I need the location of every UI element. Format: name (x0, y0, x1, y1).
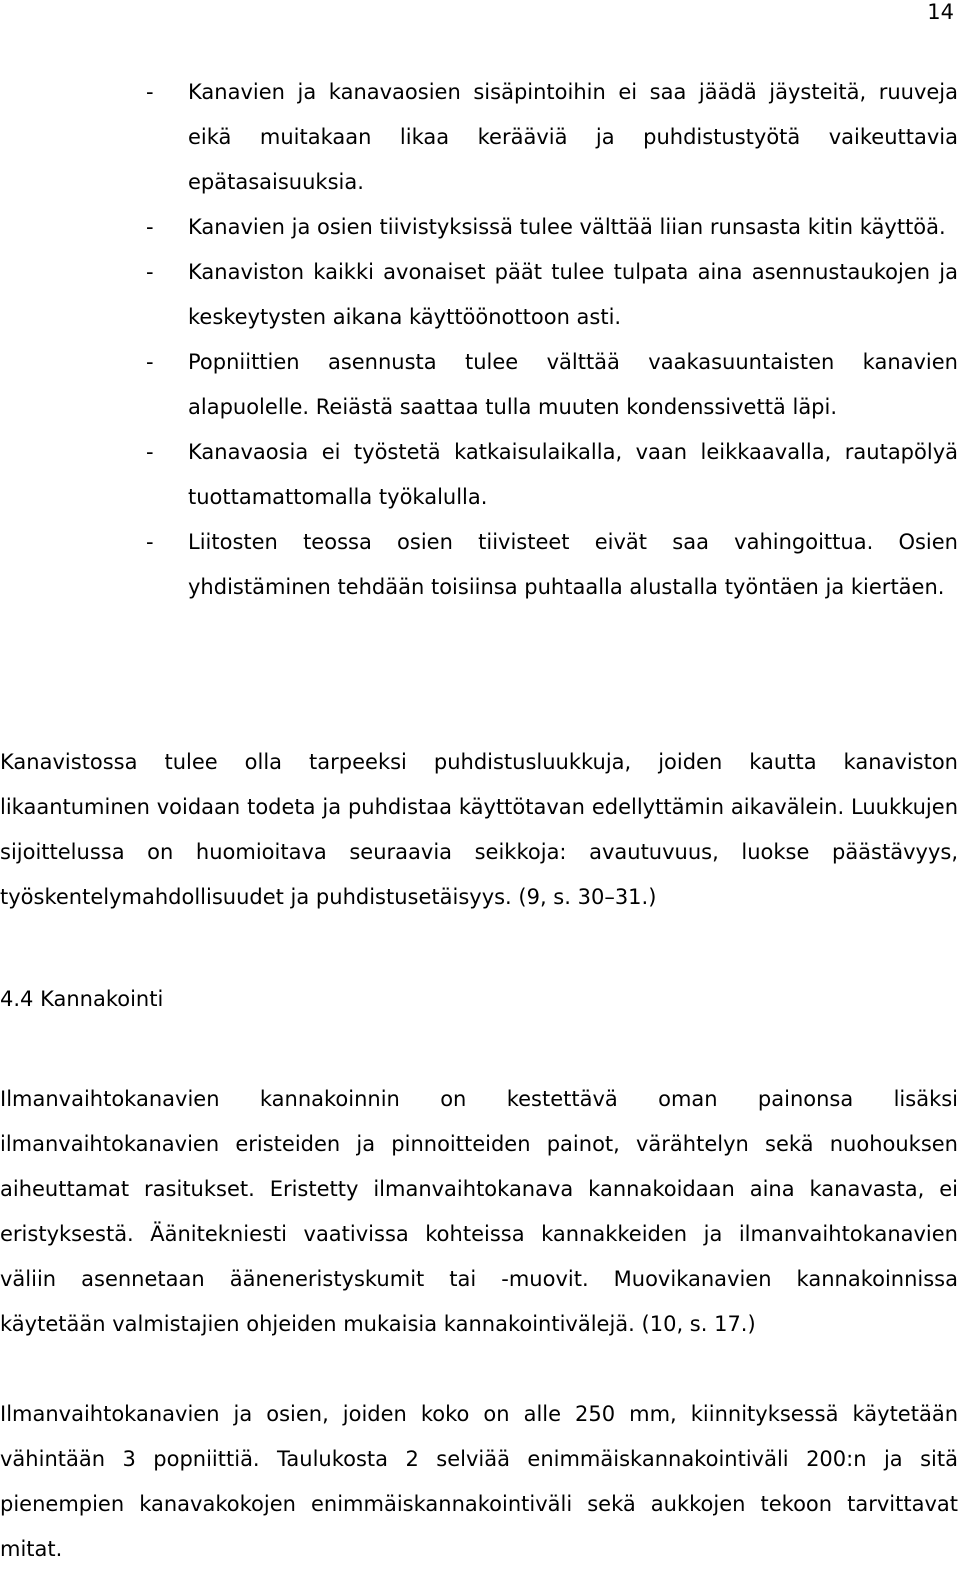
bullet-marker: - (146, 350, 154, 374)
list-item (0, 340, 958, 430)
list-item (0, 250, 958, 340)
bullet-text: Liitosten teossa osien tiivisteet eivät saa vahingoittua. Osien yhdistäminen tehdään toisiinsa puhtaalla alustalla työntäen ja kiertäen. (188, 530, 958, 599)
bullet-text: Kanavien ja osien tiivistyksissä tulee välttää liian runsasta kitin käyttöä. (188, 215, 946, 239)
bullet-marker: - (146, 530, 154, 554)
bullet-text: Kanaviston kaikki avonaiset päät tulee tulpata aina asennustaukojen ja keskeytysten aikana käyttöönottoon asti. (188, 260, 958, 329)
body-paragraph: Ilmanvaihtokanavien ja osien, joiden koko on alle 250 mm, kiinnityksessä käytetään vähintään 3 popniittiä. Taulukosta 2 selviää enimmäiskannakointiväli 200:n ja sitä pienempien kanavakokojen enimmäiskannakointiväli sekä aukkojen tekoon tarvittavat mitat. (0, 1402, 958, 1561)
bullet-marker: - (146, 440, 154, 464)
list-item (0, 430, 958, 520)
bullet-text: Kanavaosia ei työstetä katkaisulaikalla, vaan leikkaavalla, rautapölyä tuottamattomalla työkalulla. (188, 440, 958, 509)
bullet-text: Popniittien asennusta tulee välttää vaakasuuntaisten kanavien alapuolelle. Reiästä saattaa tulla muuten kondenssivettä läpi. (188, 350, 958, 419)
list-item (0, 205, 958, 250)
section-heading: 4.4 Kannakointi (0, 987, 164, 1011)
body-paragraph: Kanavistossa tulee olla tarpeeksi puhdistusluukkuja, joiden kautta kanaviston likaantuminen voidaan todeta ja puhdistaa käyttötavan edellyttämin aikavälein. Luukkujen sijoittelussa on huomioitava seuraavia seikkoja: avautuvuus, luokse päästävyys, työskentelymahdollisuudet ja puhdistusetäisyys. (9, s. 30–31.) (0, 750, 958, 909)
bullet-text: Kanavien ja kanavaosien sisäpintoihin ei saa jäädä jäysteitä, ruuveja eikä muitakaan likaa kerääviä ja puhdistustyötä vaikeuttavia epätasaisuuksia. (188, 80, 958, 194)
bullet-marker: - (146, 80, 154, 104)
bullet-marker: - (146, 215, 154, 239)
list-item (0, 520, 958, 610)
body-paragraph: Ilmanvaihtokanavien kannakoinnin on kestettävä oman painonsa lisäksi ilmanvaihtokanavien eristeiden ja pinnoitteiden painot, värähtelyn sekä nuohouksen aiheuttamat rasitukset. Eristetty ilmanvaihtokanava kannakoidaan aina kanavasta, ei eristyksestä. Äänitekniesti vaativissa kohteissa kannakkeiden ja ilmanvaihtokanavien väliin asennetaan ääneneristyskumit tai -muovit. Muovikanavien kannakoinnissa käytetään valmistajien ohjeiden mukaisia kannakointivälejä. (10, s. 17.) (0, 1087, 958, 1336)
list-item (0, 70, 958, 205)
bullet-marker: - (146, 260, 154, 284)
bullet-list (0, 70, 958, 610)
page-number: 14 (927, 0, 954, 24)
